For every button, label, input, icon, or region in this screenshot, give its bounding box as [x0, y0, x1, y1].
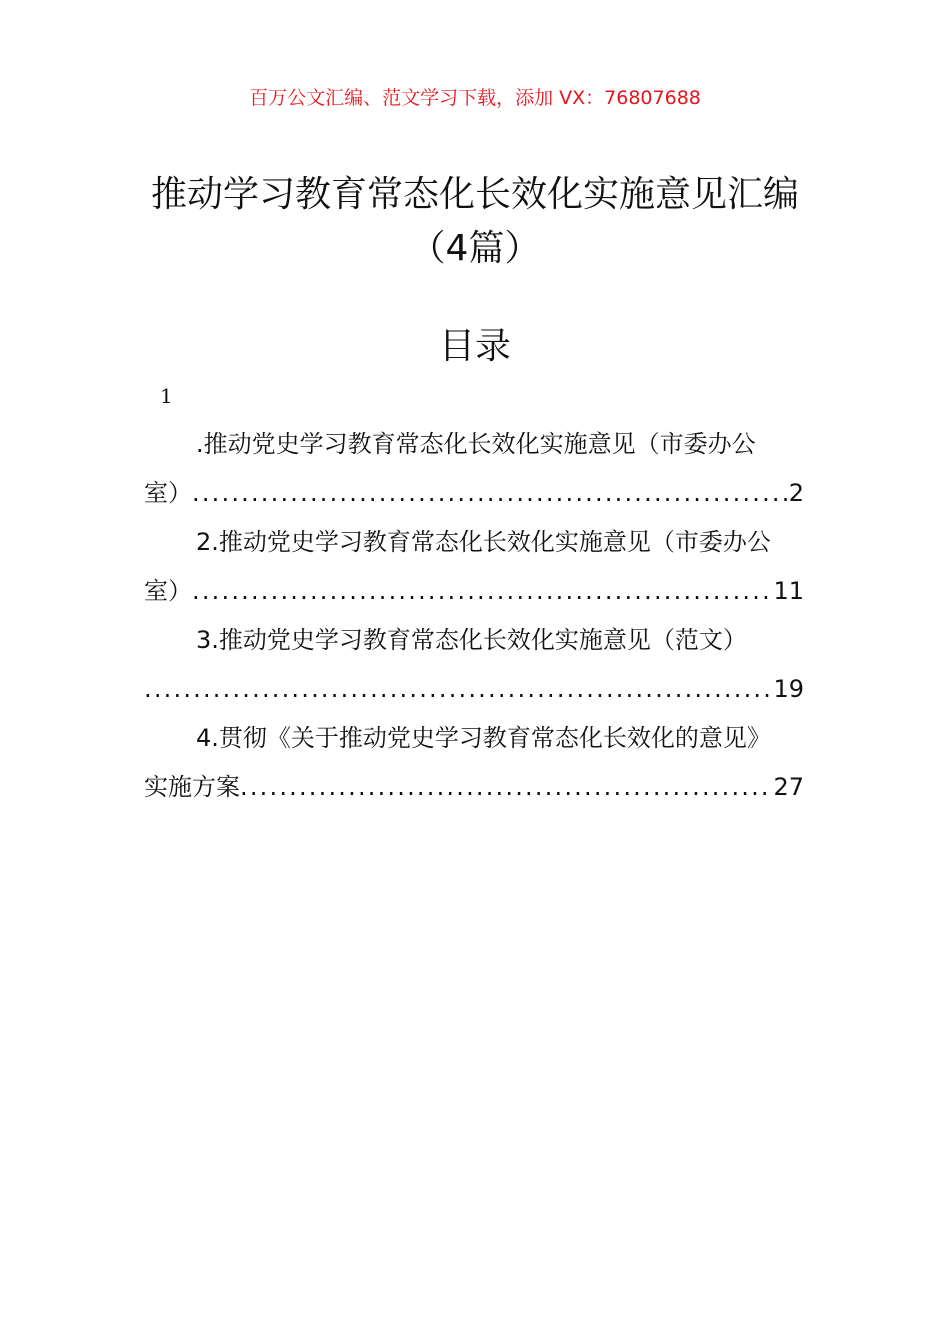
toc-heading: 目录: [438, 326, 511, 367]
toc-entry-title: 2.推动党史学习教育常态化长效化实施意见（市委办公: [196, 528, 771, 556]
toc-page-number: 2: [788, 479, 804, 507]
toc-leader-dots: [240, 763, 773, 812]
toc-entry-title: .推动党史学习教育常态化长效化实施意见（市委办公: [196, 430, 756, 458]
toc-leader-dots: [192, 469, 789, 518]
toc-page-number: 19: [773, 675, 804, 703]
toc-marker: 1: [160, 384, 173, 408]
title-line-1: 推动学习教育常态化长效化实施意见汇编: [150, 174, 799, 215]
toc-entry-4[interactable]: [144, 714, 804, 812]
toc-page-number: 27: [773, 773, 804, 801]
toc-entry-title-cont: 实施方案: [144, 773, 240, 801]
toc-entry-title-cont: 室）: [144, 479, 192, 507]
toc-entry-1[interactable]: [144, 420, 804, 518]
toc-entry-title: 3.推动党史学习教育常态化长效化实施意见（范文）: [196, 626, 747, 654]
toc-leader-dots: [192, 567, 773, 616]
toc-entry-2[interactable]: [144, 518, 804, 616]
title-line-2: （4篇）: [409, 228, 541, 269]
document-title: [0, 170, 950, 274]
toc-leader-dots: [144, 665, 773, 714]
toc-entry-title-cont: 室）: [144, 577, 192, 605]
table-of-contents: [144, 420, 804, 812]
toc-entry-title: 4.贯彻《关于推动党史学习教育常态化长效化的意见》: [196, 724, 771, 752]
header-note: 百万公文汇编、范文学习下载，添加 VX：76807688: [249, 87, 701, 109]
toc-entry-3[interactable]: [144, 616, 804, 714]
toc-page-number: 11: [773, 577, 804, 605]
